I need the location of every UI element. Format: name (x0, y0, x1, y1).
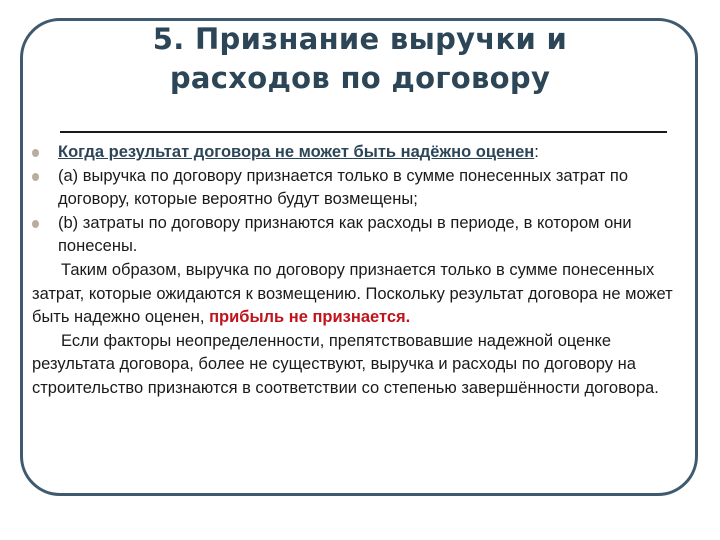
bullet-heading-colon: : (534, 143, 539, 161)
paragraph-uncertainty (32, 330, 692, 401)
slide-title-line-2: расходов по договору (169, 61, 551, 95)
profit-not-recognized-emphasis: прибыль не признается. (209, 308, 411, 327)
bullet-dot-icon (32, 220, 39, 228)
bullet-item-revenue (32, 165, 692, 212)
bullet-heading-text: Когда результат договора не может быть надёжно оценен (58, 143, 535, 161)
bullet-dot-icon (32, 149, 39, 157)
paragraph-conclusion-text: Таким образом, выручка по договору признается только в сумме понесенных затрат, которые ожидаются к возмещению. Поскольку результат договора не может быть надежно оценен, (32, 260, 673, 327)
bullet-item-costs (32, 212, 692, 259)
paragraph-uncertainty-text: Если факторы неопределенности, препятствовавшие надежной оценке результата договора, более не существуют, выручка и расходы по договору на строительство признаются в соответствии со степенью завершённости договора. (32, 331, 659, 397)
bullet-dot-icon (32, 173, 39, 181)
paragraph-conclusion (32, 259, 692, 330)
slide-title (80, 20, 640, 98)
bullet-item-heading (32, 141, 692, 165)
slide-body (32, 141, 692, 401)
title-divider (60, 131, 667, 133)
slide-title-line-1: 5. Признание выручки и (152, 22, 568, 56)
bullet-revenue-text: (а) выручка по договору признается только в сумме понесенных затрат по договору, которые вероятно будут возмещены; (58, 166, 629, 209)
bullet-costs-text: (b) затраты по договору признаются как расходы в периоде, в котором они понесены. (58, 213, 632, 256)
